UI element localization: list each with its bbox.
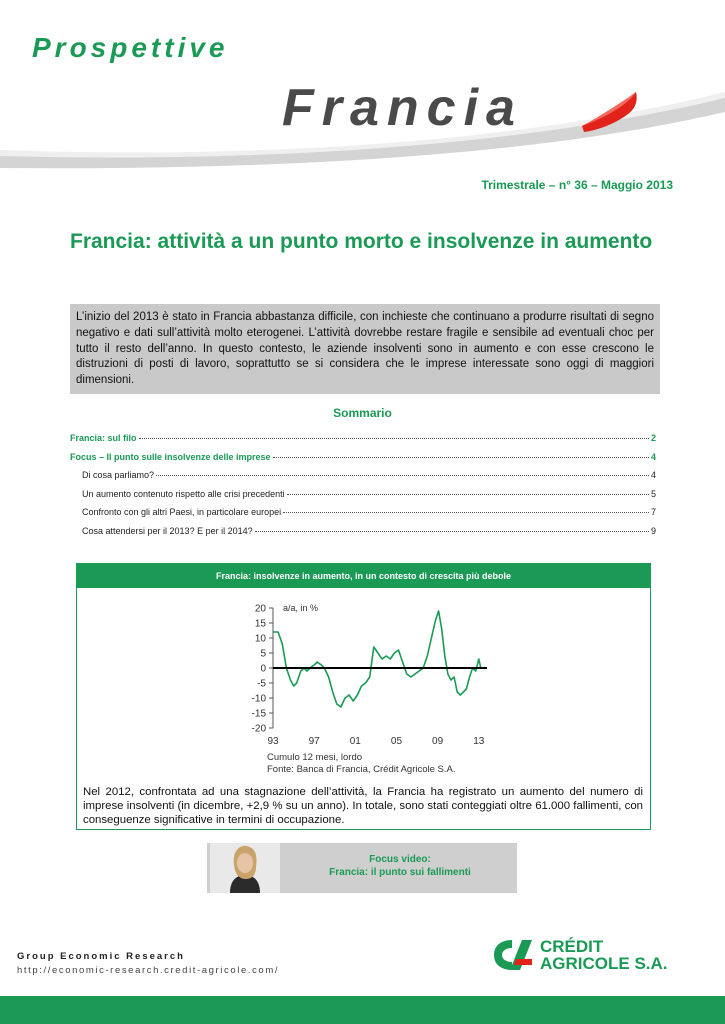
toc-leader	[283, 512, 649, 513]
y-tick-label: -10	[251, 693, 266, 705]
headline: Francia: attività a un punto morto e insolvenze in aumento	[70, 230, 653, 253]
toc-item-label: Cosa attendersi per il 2013? E per il 2014?	[82, 525, 253, 536]
brand-line-1: CRÉDIT	[540, 937, 604, 956]
y-tick-label: 10	[254, 633, 266, 645]
toc-item[interactable]	[70, 433, 656, 452]
toc-item-page: 9	[650, 525, 656, 536]
y-tick-label: -15	[251, 708, 266, 720]
brand-name	[540, 938, 668, 972]
video-text	[285, 853, 515, 879]
x-tick-label: 05	[390, 736, 403, 747]
toc-item-page: 2	[650, 433, 656, 443]
toc-leader	[139, 438, 649, 439]
toc-item-label: Focus – Il punto sulle insolvenze delle imprese	[70, 451, 271, 462]
video-title: Focus video:	[369, 854, 431, 865]
chart-note: Cumulo 12 mesi, lordo	[267, 752, 363, 763]
country-title: Francia	[282, 79, 523, 137]
presenter-photo	[210, 843, 280, 893]
y-tick-label: 5	[260, 648, 266, 660]
toc-leader	[156, 475, 649, 476]
table-of-contents	[70, 433, 656, 545]
toc-leader	[255, 531, 649, 532]
y-tick-label: 20	[254, 603, 266, 615]
series-title: Prospettive	[32, 32, 229, 63]
y-tick-label: -5	[257, 678, 266, 690]
x-tick-label: 09	[432, 736, 444, 747]
toc-item[interactable]	[70, 507, 656, 526]
issue-line: Trimestrale – n° 36 – Maggio 2013	[481, 178, 673, 192]
toc-item-label: Di cosa parliamo?	[82, 470, 155, 481]
x-tick-label: 93	[267, 736, 279, 747]
toc-item[interactable]	[70, 526, 656, 545]
toc-item-page: 4	[650, 470, 656, 481]
toc-item-page: 5	[650, 488, 656, 499]
x-tick-label: 13	[473, 736, 485, 747]
chart-note: Fonte: Banca di Francia, Crédit Agricole S.A.	[267, 764, 456, 775]
toc-item-page: 4	[650, 451, 656, 462]
toc-item-label: Confronto con gli altri Paesi, in particolare europei	[82, 507, 282, 518]
brand-line-2: AGRICOLE S.A.	[540, 954, 668, 973]
toc-item-label: Un aumento contenuto rispetto alle crisi precedenti	[82, 488, 285, 499]
toc-item[interactable]	[70, 470, 656, 489]
chart-box-title: Francia: insolvenze in aumento, in un contesto di crescita più debole	[77, 564, 650, 588]
footer-url[interactable]: http://economic-research.credit-agricole.com/	[17, 965, 280, 976]
y-tick-label: 15	[254, 618, 266, 630]
toc-item-label: Francia: sul filo	[70, 433, 137, 443]
x-tick-label: 97	[308, 736, 320, 747]
focus-video-banner[interactable]	[207, 843, 517, 893]
x-tick-label: 01	[349, 736, 361, 747]
summary-title: Sommario	[333, 406, 392, 420]
insolvency-series-line	[273, 611, 481, 707]
toc-leader	[273, 457, 649, 458]
y-tick-label: 0	[260, 663, 266, 675]
toc-item-page: 7	[650, 507, 656, 518]
credit-agricole-logo-icon	[492, 939, 534, 971]
toc-leader	[287, 494, 649, 495]
toc-item[interactable]	[70, 489, 656, 508]
y-tick-label: -20	[251, 723, 266, 735]
chart-caption: Nel 2012, confrontata ad una stagnazione dell’attività, la Francia ha registrato un aumento del numero di imprese insolventi (in dicembre, +2,9 % su un anno). In totale, sono stati conteggiati oltre 61.000 fallimenti, con conseguenze significative in termini di occupazione.	[83, 786, 643, 826]
footer-green-bar	[0, 996, 725, 1024]
chart-box	[76, 563, 651, 830]
y-axis-label: a/a, in %	[283, 603, 319, 613]
video-subtitle: Francia: il punto sui fallimenti	[329, 867, 471, 878]
insolvency-chart	[237, 594, 497, 784]
footer-org: Group Economic Research	[17, 951, 185, 962]
toc-item[interactable]	[70, 452, 656, 471]
red-swoosh-logo	[580, 86, 640, 132]
abstract-box: L’inizio del 2013 è stato in Francia abbastanza difficile, con inchieste che continuano a produrre risultati di segno negativo e dati sull’attività molto eterogenei. L’attività dovrebbe restare fragile e sensibile ad eventuali choc per tutto il resto dell’anno. In questo contesto, le aziende insolventi sono in aumento e con esse crescono le distruzioni di posti di lavoro, soprattutto se si considera che le imprese interessate sono oggi di maggiori dimensioni.	[70, 304, 660, 394]
